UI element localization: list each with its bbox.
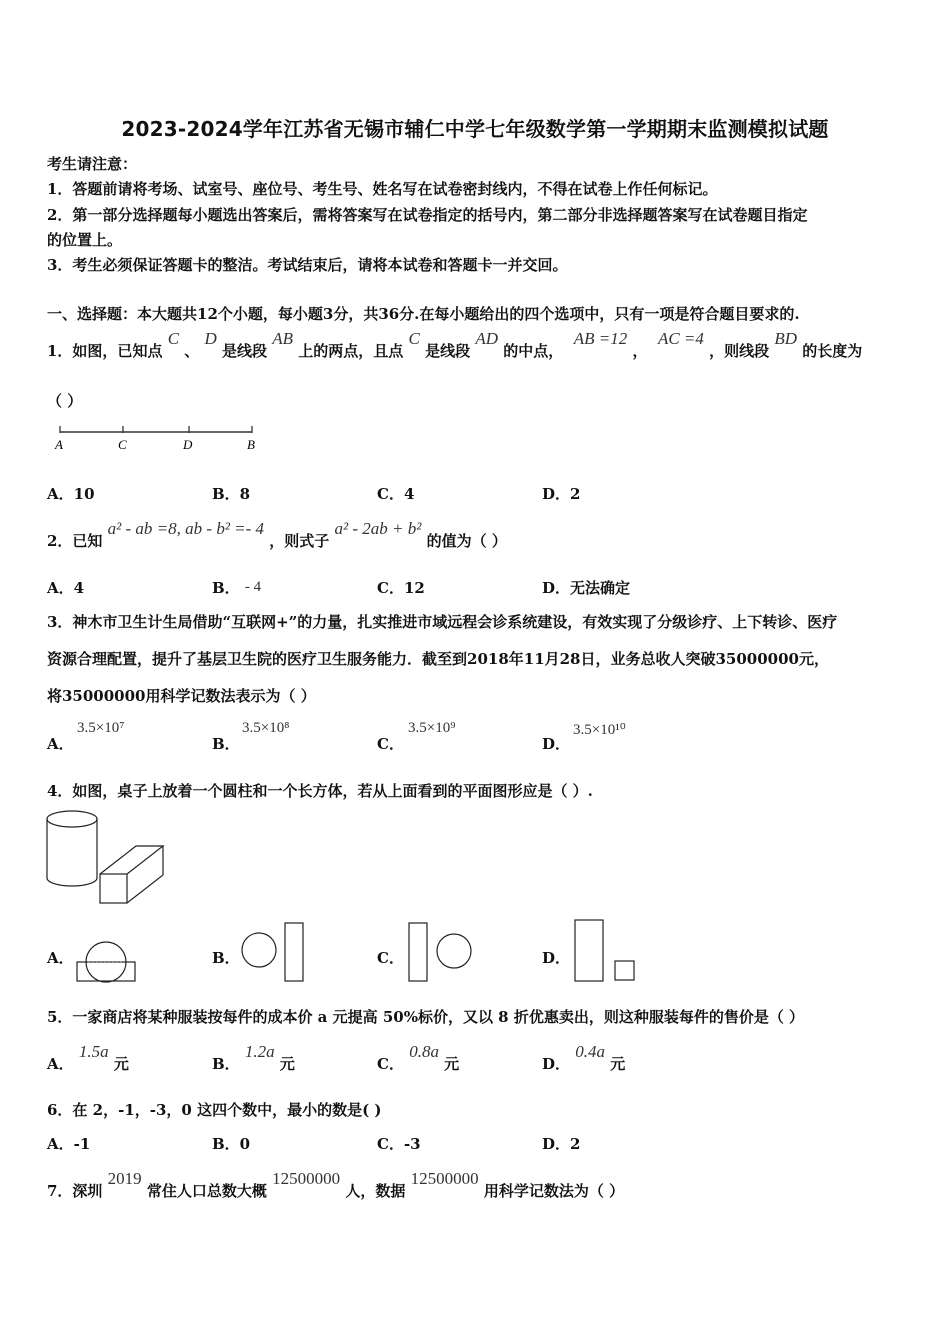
q7-text: 7．深圳 bbox=[47, 1182, 103, 1200]
q1-math-d: D bbox=[204, 329, 217, 348]
q1-math-ab-eq: AB =12 bbox=[573, 329, 628, 348]
square-shape bbox=[615, 961, 634, 980]
q2-option-c[interactable]: C．12 bbox=[377, 579, 425, 597]
q6-option-d[interactable]: D．2 bbox=[542, 1135, 581, 1153]
q3-option-a-value: 3.5×10⁷ bbox=[77, 720, 125, 736]
notice-item: 1．答题前请将考场、试室号、座位号、考生号、姓名写在试卷密封线内，不得在试卷上作任何标记。 bbox=[47, 180, 718, 198]
rectangle-shape bbox=[575, 920, 603, 981]
q1-math-c2: C bbox=[408, 329, 420, 348]
question-3-line: 将35000000用科学记数法表示为（ ） bbox=[47, 687, 316, 705]
q2-option-d[interactable]: D．无法确定 bbox=[542, 579, 631, 597]
q2-expression: a² - 2ab + b² bbox=[334, 519, 422, 538]
q3-option-d-value: 3.5×10¹⁰ bbox=[573, 722, 626, 738]
q2-text: 的值为（ ） bbox=[426, 532, 507, 550]
q4-cylinder-cuboid-figure bbox=[46, 810, 171, 910]
q4-option-c-figure bbox=[407, 920, 475, 984]
q2-text: 2．已知 bbox=[47, 532, 103, 550]
q5-option-d[interactable] bbox=[542, 1042, 626, 1074]
q7-text: 用科学记数法为（ ） bbox=[483, 1182, 625, 1200]
notice-item: 3．考生必须保证答题卡的整洁。考试结束后，请将本试卷和答题卡一并交回。 bbox=[47, 256, 568, 274]
q5-unit: 元 bbox=[610, 1055, 626, 1073]
question-2-stem bbox=[47, 519, 507, 551]
q7-data: 12500000 bbox=[410, 1169, 479, 1188]
q1-math-ac-eq: AC =4 bbox=[657, 329, 704, 348]
q3-option-b[interactable]: B． bbox=[212, 735, 240, 753]
label-d: D bbox=[183, 437, 193, 452]
q1-text: 、 bbox=[184, 342, 200, 360]
cylinder-shape bbox=[47, 811, 97, 886]
question-7-stem bbox=[47, 1169, 625, 1201]
q4-option-d-figure bbox=[573, 918, 637, 984]
q5-unit: 元 bbox=[444, 1055, 460, 1073]
q7-population: 12500000 bbox=[272, 1169, 341, 1188]
q1-option-c[interactable]: C．4 bbox=[377, 485, 415, 503]
circle-shape bbox=[437, 934, 471, 968]
label-b: B bbox=[247, 437, 255, 452]
q1-text: 是线段 bbox=[425, 342, 471, 360]
q6-option-a[interactable]: A．-1 bbox=[47, 1135, 91, 1153]
notice-item: 的位置上。 bbox=[47, 231, 123, 249]
page-title: 2023-2024学年江苏省无锡市辅仁中学七年级数学第一学期期末监测模拟试题 bbox=[121, 117, 829, 141]
q5-option-b-letter: B． bbox=[212, 1055, 240, 1073]
q1-text: 的长度为 bbox=[802, 342, 863, 360]
q4-option-a-figure bbox=[76, 940, 138, 984]
q5-option-a[interactable] bbox=[47, 1042, 129, 1074]
q1-text: 的中点， bbox=[503, 342, 564, 360]
q4-option-c[interactable]: C． bbox=[377, 949, 404, 967]
q2-option-a[interactable]: A．4 bbox=[47, 579, 85, 597]
q2-condition: a² - ab =8, ab - b² =- 4 bbox=[107, 519, 265, 538]
q3-option-d[interactable]: D． bbox=[542, 735, 571, 753]
q1-text: 上的两点，且点 bbox=[298, 342, 404, 360]
q1-option-d[interactable]: D．2 bbox=[542, 485, 581, 503]
q6-option-c[interactable]: C．-3 bbox=[377, 1135, 421, 1153]
q4-option-b[interactable]: B． bbox=[212, 949, 240, 967]
q3-option-c-value: 3.5×10⁹ bbox=[408, 720, 456, 736]
circle-shape bbox=[242, 933, 276, 967]
question-4-stem: 4．如图，桌子上放着一个圆柱和一个长方体，若从上面看到的平面图形应是（ ）. bbox=[47, 782, 593, 800]
q1-math-bd: BD bbox=[774, 329, 798, 348]
question-6-stem: 6．在 2，-1，-3，0 这四个数中，最小的数是( ) bbox=[47, 1101, 382, 1119]
q1-answer-paren: （ ） bbox=[47, 392, 83, 410]
q2-option-b-letter: B． bbox=[212, 579, 240, 597]
rectangle-shape bbox=[409, 923, 427, 981]
q3-option-b-value: 3.5×10⁸ bbox=[242, 720, 290, 736]
q5-unit: 元 bbox=[279, 1055, 295, 1073]
q1-text: 是线段 bbox=[222, 342, 268, 360]
q3-option-c[interactable]: C． bbox=[377, 735, 404, 753]
question-3-line: 资源合理配置，提升了基层卫生院的医疗卫生服务能力．截至到2018年11月28日，业务总收人突破35000000元， bbox=[47, 650, 829, 668]
q5-option-a-letter: A． bbox=[47, 1055, 74, 1073]
question-1-stem bbox=[47, 329, 863, 361]
q5-option-c-value: 0.8a bbox=[409, 1042, 439, 1061]
q5-option-d-letter: D． bbox=[542, 1055, 571, 1073]
q2-option-b[interactable] bbox=[212, 577, 261, 598]
q7-text: 常住人口总数大概 bbox=[146, 1182, 267, 1200]
q1-math-c: C bbox=[167, 329, 180, 348]
notice-heading: 考生请注意： bbox=[47, 155, 138, 173]
q4-option-d[interactable]: D． bbox=[542, 949, 571, 967]
q1-segment-figure bbox=[52, 420, 267, 455]
q3-option-a[interactable]: A． bbox=[47, 735, 74, 753]
q5-unit: 元 bbox=[113, 1055, 129, 1073]
question-5-stem: 5．一家商店将某种服装按每件的成本价 a 元提高 50%标价，又以 8 折优惠卖出，则这种服装每件的售价是（ ） bbox=[47, 1008, 805, 1026]
q5-option-a-value: 1.5a bbox=[78, 1042, 109, 1061]
q1-text: ，则线段 bbox=[709, 342, 770, 360]
q1-option-a[interactable]: A．10 bbox=[47, 485, 95, 503]
q7-text: 人，数据 bbox=[345, 1182, 406, 1200]
label-a: A bbox=[55, 437, 63, 452]
section-heading: 一、选择题：本大题共12个小题，每小题3分，共36分.在每小题给出的四个选项中，只有一项是符合题目要求的. bbox=[47, 305, 800, 323]
q1-text: ， bbox=[632, 342, 648, 360]
q1-text: 1．如图，已知点 bbox=[47, 342, 163, 360]
rectangle-shape bbox=[285, 923, 303, 981]
q1-math-ad: AD bbox=[475, 329, 499, 348]
cuboid-shape bbox=[100, 846, 163, 903]
q1-math-ab: AB bbox=[272, 329, 294, 348]
q2-text: ，则式子 bbox=[269, 532, 330, 550]
q2-option-b-value: - 4 bbox=[244, 579, 262, 595]
q5-option-d-value: 0.4a bbox=[575, 1042, 605, 1061]
q4-option-b-figure bbox=[241, 920, 306, 984]
q4-option-a[interactable]: A． bbox=[47, 949, 74, 967]
q5-option-c[interactable] bbox=[377, 1042, 460, 1074]
notice-item: 2．第一部分选择题每小题选出答案后，需将答案写在试卷指定的括号内，第二部分非选择题答案写在试卷题目指定 bbox=[47, 206, 808, 224]
q7-year: 2019 bbox=[107, 1169, 142, 1188]
q6-option-b[interactable]: B．0 bbox=[212, 1135, 251, 1153]
q5-option-b[interactable] bbox=[212, 1042, 295, 1074]
question-3-line: 3．神木市卫生计生局借助“互联网+”的力量，扎实推进市域远程会诊系统建设，有效实现了分级诊疗、上下转诊、医疗 bbox=[47, 613, 838, 631]
q5-option-c-letter: C． bbox=[377, 1055, 404, 1073]
label-c: C bbox=[118, 437, 127, 452]
q1-option-b[interactable]: B．8 bbox=[212, 485, 251, 503]
q5-option-b-value: 1.2a bbox=[244, 1042, 275, 1061]
